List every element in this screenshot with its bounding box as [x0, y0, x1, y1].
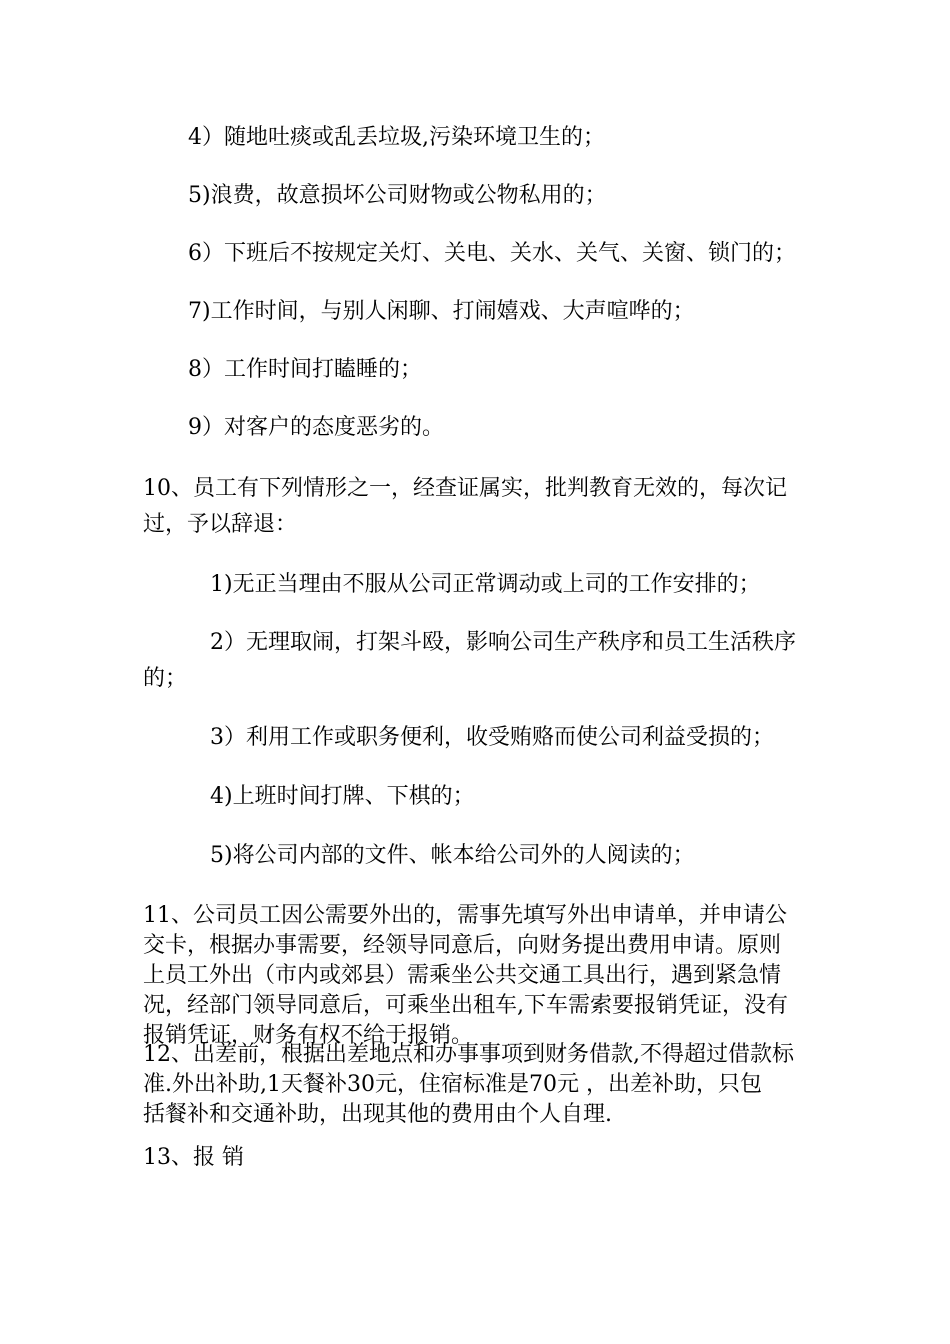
section-11-line1: 11、公司员工因公需要外出的，需事先填写外出申请单，并申请公: [143, 903, 787, 928]
section-10-item-2-line2: 的；: [143, 666, 188, 691]
section-10-heading-line1: 10、员工有下列情形之一，经查证属实，批判教育无效的，每次记: [143, 476, 787, 501]
section-10-item-4: 4)上班时间打牌、下棋的；: [210, 784, 475, 809]
section-11-line5: 报销凭证，财务有权不给于报销。: [143, 1023, 474, 1048]
list-item-6: 6）下班后不按规定关灯、关电、关水、关气、关窗、锁门的；: [188, 241, 796, 266]
section-11-line3: 上员工外出（市内或郊县）需乘坐公共交通工具出行，遇到紧急情: [143, 963, 782, 988]
list-item-7: 7)工作时间，与别人闲聊、打闹嬉戏、大声喧哗的；: [188, 299, 695, 324]
list-item-9: 9）对客户的态度恶劣的。: [188, 415, 444, 440]
section-10-item-3: 3）利用工作或职务便利，收受贿赂而使公司利益受损的；: [210, 725, 774, 750]
list-item-5: 5)浪费，故意损坏公司财物或公物私用的；: [188, 183, 607, 208]
section-13-title: 13、报 销: [143, 1145, 244, 1170]
list-item-8: 8）工作时间打瞌睡的；: [188, 357, 422, 382]
section-12-line3: 括餐补和交通补助，出现其他的费用由个人自理.: [143, 1102, 612, 1127]
section-11-line2: 交卡，根据办事需要，经领导同意后，向财务提出费用申请。原则: [143, 933, 782, 958]
section-12-line1: 12、出差前，根据出差地点和办事事项到财务借款,不得超过借款标: [143, 1042, 794, 1067]
section-10-item-1: 1)无正当理由不服从公司正常调动或上司的工作安排的；: [210, 572, 761, 597]
section-10-item-2-line1: 2）无理取闹，打架斗殴，影响公司生产秩序和员工生活秩序: [210, 630, 796, 655]
section-10-item-5: 5)将公司内部的文件、帐本给公司外的人阅读的；: [210, 843, 695, 868]
section-12-line2: 准.外出补助,1天餐补30元，住宿标准是70元 ，出差补助，只包: [143, 1072, 762, 1097]
list-item-4: 4）随地吐痰或乱丢垃圾,污染环境卫生的；: [188, 125, 605, 150]
section-10-heading-line2: 过，予以辞退：: [143, 512, 298, 537]
section-11-line4: 况，经部门领导同意后，可乘坐出租车,下车需索要报销凭证，没有: [143, 993, 788, 1018]
